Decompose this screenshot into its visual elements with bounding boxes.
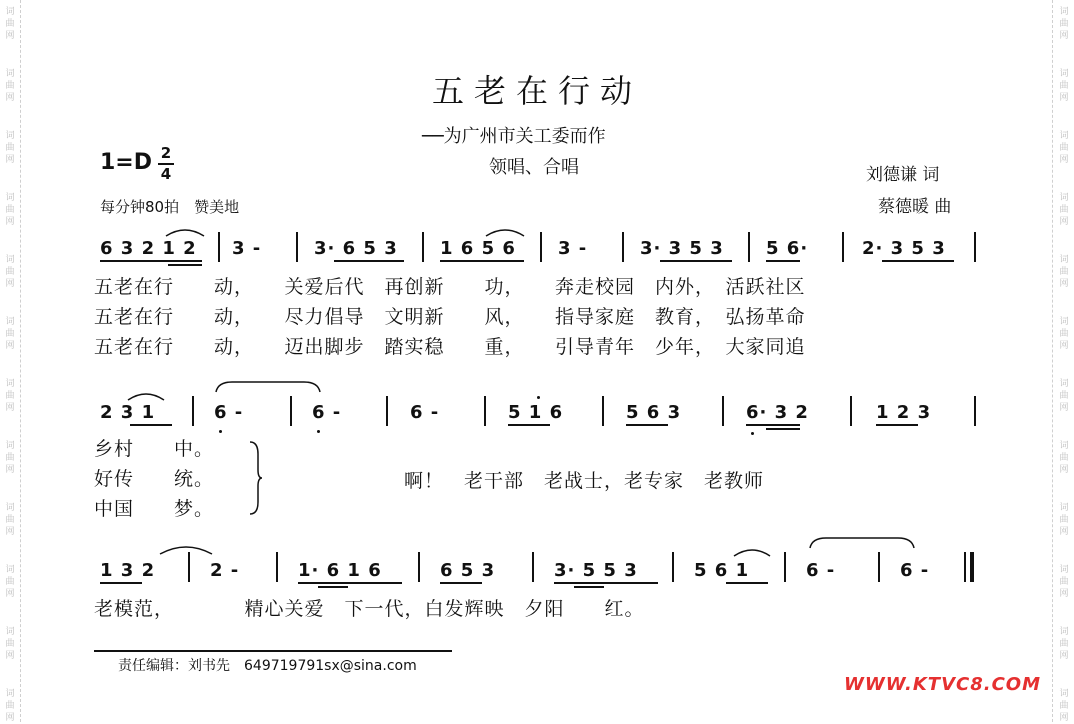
beam (440, 260, 524, 262)
measure: 6 - (900, 560, 930, 581)
measure: 6 3 2 1 2 (100, 238, 197, 259)
measure: 3· 3 5 3 (640, 238, 724, 259)
watermark-text: 词 曲 网 (5, 379, 15, 413)
watermark-text: 词 曲 网 (1059, 379, 1069, 413)
measure: 2· 3 5 3 (862, 238, 946, 259)
lyric-verse-3: 五老在行 动， 迈出脚步 踏实稳 重， 引导青年 少年， 大家同追 (94, 336, 806, 358)
beam (168, 264, 202, 266)
lyric-verse-1: 乡村 中。 (94, 438, 215, 460)
barline (188, 552, 190, 582)
barline (296, 232, 298, 262)
performance-form: 领唱、合唱 (489, 157, 579, 178)
watermark-text: 词 曲 网 (5, 689, 15, 723)
barline (218, 232, 220, 262)
measure: 6 - (806, 560, 836, 581)
measure: 3 - (232, 238, 262, 259)
low-octave-dot (751, 432, 754, 435)
barline (422, 232, 424, 262)
measure: 1 6 5 6 (440, 238, 516, 259)
barline (192, 396, 194, 426)
beam (334, 260, 404, 262)
barline (842, 232, 844, 262)
watermark-text: 词 曲 网 (1059, 689, 1069, 723)
beam (766, 260, 800, 262)
measure: 1· 6 1 6 (298, 560, 382, 581)
barline (386, 396, 388, 426)
slur (732, 544, 772, 558)
watermark-text: 词 曲 网 (5, 441, 15, 475)
key-signature: 1=D (100, 150, 153, 175)
low-octave-dot (219, 430, 222, 433)
watermark-text: 词 曲 网 (5, 131, 15, 165)
composer-credit: 蔡德暖 曲 (878, 197, 952, 217)
song-title: 五老在行动 (431, 72, 642, 110)
barline (484, 396, 486, 426)
beam (876, 424, 918, 426)
watermark-text: 词 曲 网 (1059, 317, 1069, 351)
watermark-text: 词 曲 网 (1059, 255, 1069, 289)
site-logo[interactable]: WWW.KTVC8.COM (844, 674, 1041, 695)
barline (974, 396, 976, 426)
beam (726, 582, 768, 584)
editor-credit: 责任编辑：刘书先 649719791sx@sina.com (118, 658, 417, 674)
lyric-verse-3: 中国 梦。 (94, 498, 215, 520)
measure: 6 - (410, 402, 440, 423)
time-signature (158, 145, 174, 183)
measure: 2 - (210, 560, 240, 581)
slur (164, 224, 206, 238)
watermark-text: 词 曲 网 (1059, 69, 1069, 103)
beam (508, 424, 550, 426)
barline (622, 232, 624, 262)
lyric-chorus: 啊！ 老干部 老战士，老专家 老教师 (404, 470, 765, 492)
watermark-text: 词 曲 网 (5, 503, 15, 537)
measure: 6 - (214, 402, 244, 423)
watermark-text: 词 曲 网 (5, 565, 15, 599)
time-signature-bottom: 4 (160, 165, 172, 183)
barline (276, 552, 278, 582)
measure: 5 6 3 (626, 402, 682, 423)
tempo-marking: 每分钟80拍 赞美地 (100, 198, 240, 216)
barline (418, 552, 420, 582)
watermark-text: 词 曲 网 (5, 7, 15, 41)
measure: 6· 3 2 (746, 402, 809, 423)
measure: 3· 5 5 3 (554, 560, 638, 581)
barline (878, 552, 880, 582)
lyric-final: 老模范， 精心关爱 下一代，白发辉映 夕阳 红。 (94, 598, 645, 620)
slur (158, 540, 214, 556)
low-octave-dot (317, 430, 320, 433)
watermark-text: 词 曲 网 (1059, 627, 1069, 661)
beam (746, 424, 800, 426)
lyricist-credit: 刘德谦 词 (866, 165, 940, 185)
verse-brace (248, 440, 264, 516)
high-octave-dot (537, 396, 540, 399)
watermark-text: 词 曲 网 (5, 69, 15, 103)
measure: 2 3 1 (100, 402, 156, 423)
watermark-text: 词 曲 网 (5, 193, 15, 227)
lyric-verse-1: 五老在行 动， 关爱后代 再创新 功， 奔走校园 内外， 活跃社区 (94, 276, 806, 298)
beam (766, 428, 800, 430)
watermark-text: 词 曲 网 (5, 317, 15, 351)
tie (212, 378, 324, 394)
watermark-text: 词 曲 网 (1059, 7, 1069, 41)
footer-rule (94, 650, 452, 652)
beam (298, 582, 402, 584)
barline (532, 552, 534, 582)
song-subtitle: ──为广州市关工委而作 (422, 126, 606, 147)
measure: 3· 6 5 3 (314, 238, 398, 259)
barline (784, 552, 786, 582)
beam (660, 260, 732, 262)
barline (602, 396, 604, 426)
watermark-text: 词 曲 网 (1059, 503, 1069, 537)
measure: 5 6· (766, 238, 809, 259)
watermark-text: 词 曲 网 (5, 627, 15, 661)
barline (290, 396, 292, 426)
measure: 1 3 2 (100, 560, 156, 581)
time-signature-top: 2 (160, 144, 172, 162)
watermark-text: 词 曲 网 (1059, 131, 1069, 165)
tie (806, 534, 918, 550)
measure: 5 1 6 (508, 402, 564, 423)
watermark-text: 词 曲 网 (1059, 441, 1069, 475)
beam (554, 582, 658, 584)
beam (574, 586, 604, 588)
barline (850, 396, 852, 426)
measure: 6 - (312, 402, 342, 423)
final-barline-thin (964, 552, 966, 582)
barline (722, 396, 724, 426)
beam (318, 586, 348, 588)
beam (130, 424, 172, 426)
barline (540, 232, 542, 262)
beam (100, 582, 142, 584)
slur (126, 388, 166, 402)
measure: 3 - (558, 238, 588, 259)
barline (672, 552, 674, 582)
watermark-text: 词 曲 网 (5, 255, 15, 289)
watermark-text: 词 曲 网 (1059, 565, 1069, 599)
lyric-verse-2: 好传 统。 (94, 468, 215, 490)
watermark-text: 词 曲 网 (1059, 193, 1069, 227)
slur (484, 224, 526, 238)
barline (748, 232, 750, 262)
measure: 5 6 1 (694, 560, 750, 581)
beam (440, 582, 482, 584)
barline (974, 232, 976, 262)
lyric-verse-2: 五老在行 动， 尽力倡导 文明新 风， 指导家庭 教育， 弘扬革命 (94, 306, 806, 328)
final-barline-thick (970, 552, 974, 582)
beam (626, 424, 668, 426)
beam (100, 260, 202, 262)
measure: 1 2 3 (876, 402, 932, 423)
beam (882, 260, 954, 262)
measure: 6 5 3 (440, 560, 496, 581)
